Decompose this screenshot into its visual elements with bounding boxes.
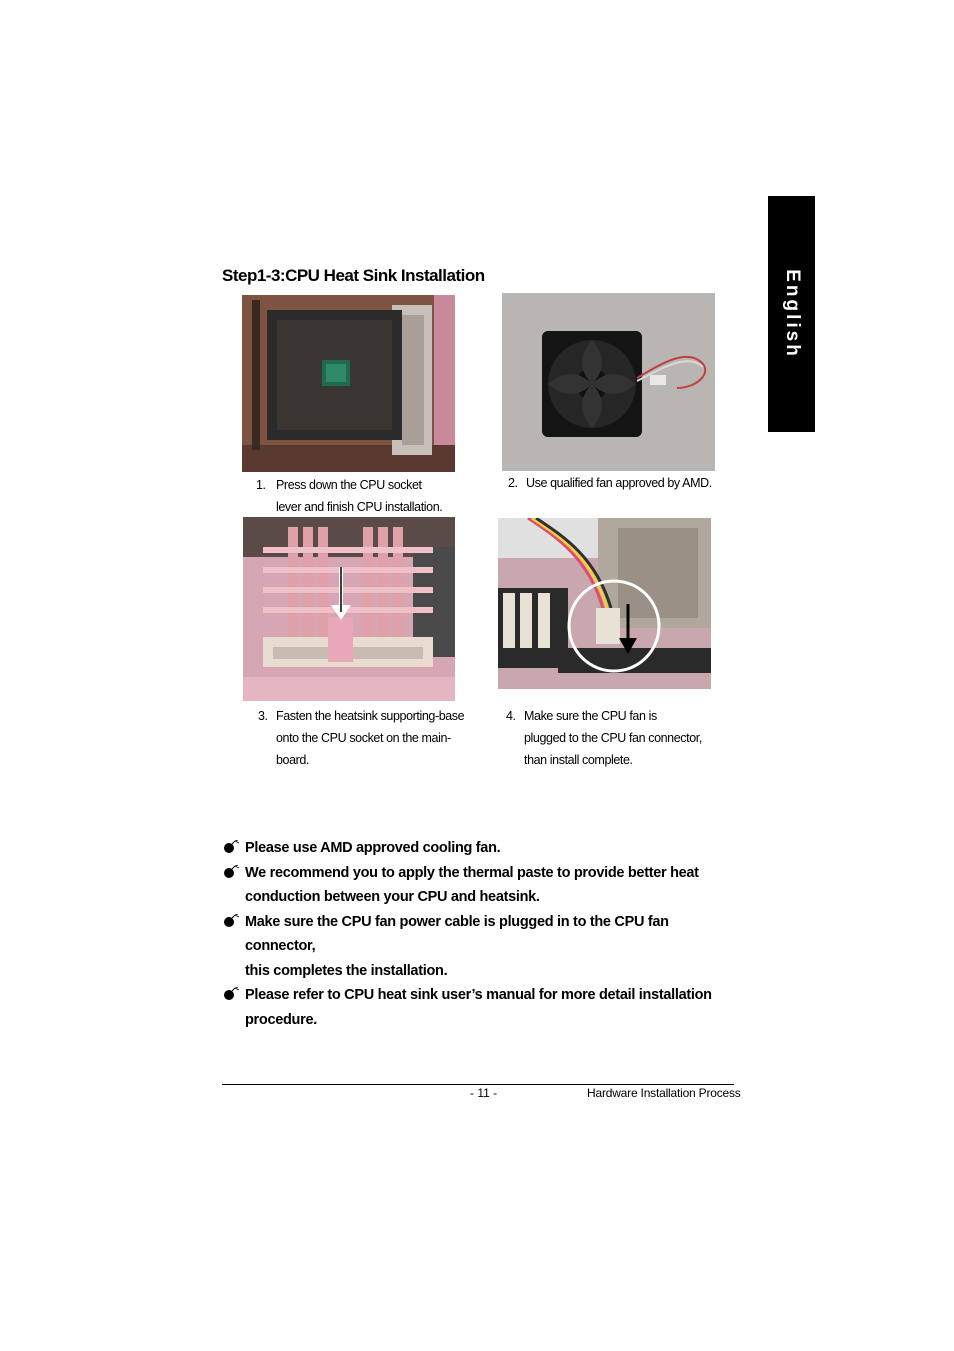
step-1-caption [256, 474, 466, 518]
bomb-bullet-icon [222, 865, 240, 879]
step-3-caption [258, 705, 473, 771]
photo-heatsink-base [243, 517, 455, 701]
language-tab-label: English [781, 269, 803, 359]
note-item [222, 861, 742, 910]
footer-section-title: Hardware Installation Process [587, 1086, 741, 1100]
note-item [222, 910, 742, 984]
note-line: We recommend you to apply the thermal paste to provide better heat [245, 864, 699, 881]
step-3-line: Fasten the heatsink supporting-base [276, 709, 465, 723]
language-tab [768, 196, 815, 432]
step-4-number: 4. [506, 709, 516, 723]
bomb-bullet-icon [222, 914, 240, 928]
step-1-line: Press down the CPU socket [276, 478, 422, 492]
notes-list [222, 836, 742, 1032]
note-item [222, 983, 742, 1032]
step-1-number: 1. [256, 478, 266, 492]
note-line: conduction between your CPU and heatsink. [245, 889, 540, 905]
step-1-line: lever and finish CPU installation. [276, 500, 443, 514]
note-line: Please use AMD approved cooling fan. [245, 840, 501, 856]
step-3-line: onto the CPU socket on the main- [276, 731, 451, 745]
photo-cpu-socket [242, 295, 455, 472]
step-4-line: Make sure the CPU fan is [524, 709, 657, 723]
page-number: - 11 - [470, 1086, 498, 1100]
photo-fan-connector [498, 518, 711, 689]
section-heading: Step1-3:CPU Heat Sink Installation [222, 266, 485, 285]
step-4-line: plugged to the CPU fan connector, [524, 731, 702, 745]
note-item [222, 836, 742, 861]
step-2-line: Use qualified fan approved by AMD. [526, 476, 712, 490]
photo-cpu-fan [502, 293, 715, 471]
note-line: Make sure the CPU fan power cable is plugged in to the CPU fan connector, [245, 913, 669, 954]
step-2-number: 2. [508, 476, 518, 490]
step-4-caption [506, 705, 726, 771]
note-line: this completes the installation. [245, 962, 448, 979]
step-4-line: than install complete. [524, 753, 633, 767]
step-3-line: board. [276, 753, 310, 767]
bomb-bullet-icon [222, 987, 240, 1001]
step-3-number: 3. [258, 709, 268, 723]
step-2-caption [508, 472, 728, 494]
footer-divider [222, 1084, 734, 1085]
note-line: procedure. [245, 1011, 317, 1028]
bomb-bullet-icon [222, 840, 240, 854]
note-line: Please refer to CPU heat sink user’s manual for more detail installation [245, 987, 712, 1003]
